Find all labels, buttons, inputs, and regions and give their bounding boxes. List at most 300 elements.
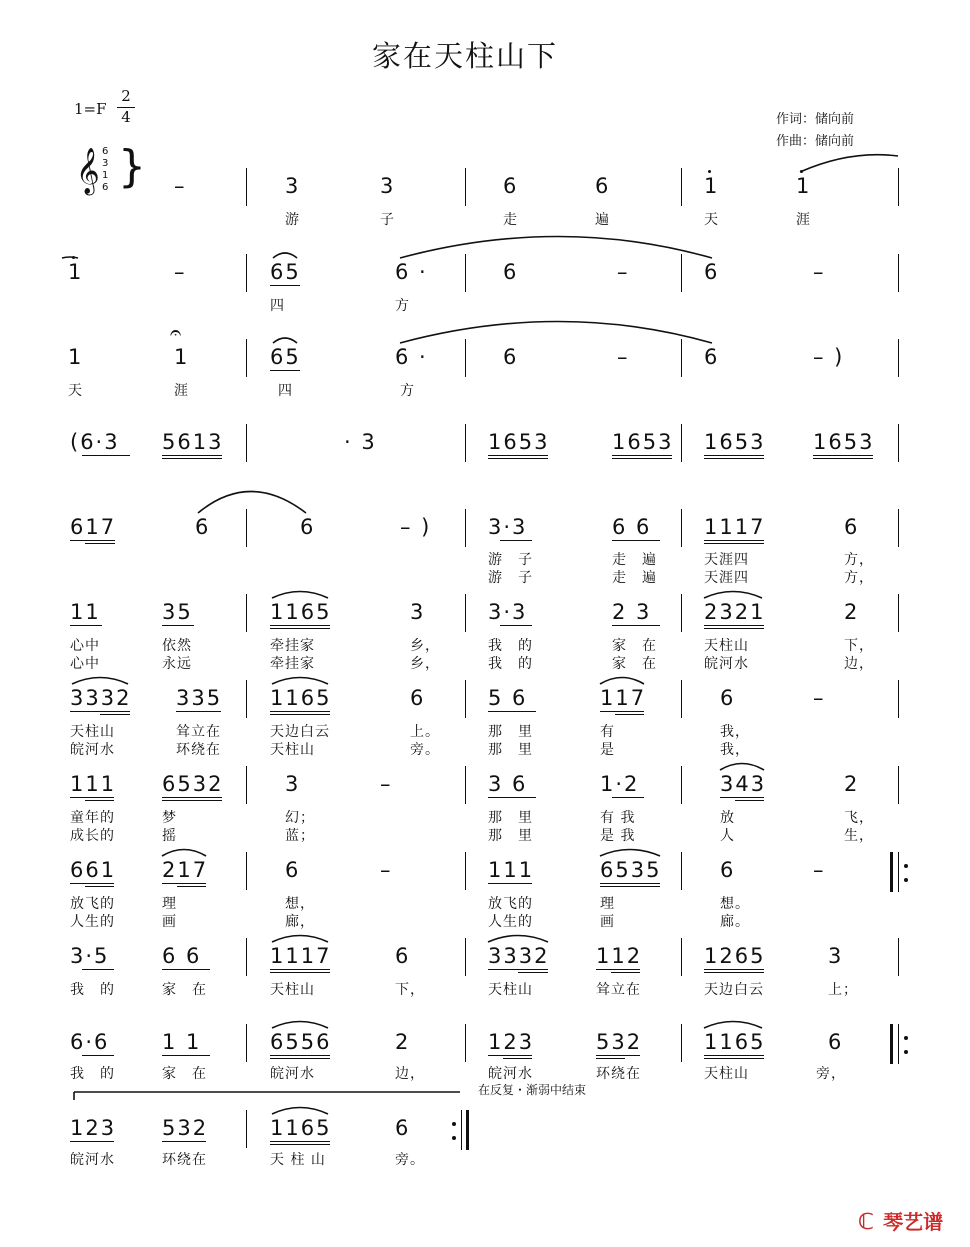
note: 6 · [395,345,428,369]
lyric: 四 [270,298,285,314]
underline [270,1144,330,1145]
lyric: 游 [488,570,503,586]
lyric: 上； [828,982,858,998]
underline [704,455,764,456]
lyric: 天柱山 [704,1066,749,1082]
lyric: 子 [518,570,533,586]
lyric: 天边白云 [270,724,330,740]
underline [162,1055,210,1056]
bar-line [898,254,899,292]
lyric: 天柱山 [270,742,315,758]
bar-line [246,168,247,206]
repeat-dot [452,1122,456,1126]
bar-line [465,168,466,206]
lyric: 我 [70,982,85,998]
note: 6 · [395,260,428,284]
lyric: 我， [720,742,750,758]
underline [270,1058,330,1059]
bar-line [246,254,247,292]
underline [270,625,330,626]
bar-line [465,339,466,377]
lyric: 人生的 [488,914,533,930]
bar-line [465,1024,466,1062]
underline [82,455,130,456]
note: 3 [828,944,844,968]
ending-instruction: 在反复・渐弱中结束 [478,1083,587,1097]
high-dot [708,170,711,173]
note: 1165 [270,600,332,624]
lyric: 皖河水 [704,656,749,672]
underline [488,883,532,884]
underline [704,458,764,459]
lyric: 人 [720,828,735,844]
underline [704,1055,764,1056]
note: 1 [68,260,84,284]
lyric: 天柱山 [488,982,533,998]
chord-note: 6 [102,182,109,193]
lyric: 飞， [844,810,874,826]
note: – [174,174,187,198]
lyric: 生， [844,828,874,844]
slur-arc [600,850,660,857]
note: 6556 [270,1030,332,1054]
chord-note: 3 [102,158,109,169]
lyric: 走 [612,552,627,568]
lyric: 方 [400,383,415,399]
note: 1117 [704,515,766,539]
lyric: 心中 [70,656,100,672]
lyric: 画 [162,914,177,930]
underline [518,972,548,973]
repeat-bar-thin [898,1024,899,1064]
underline [704,540,764,541]
underline [596,969,640,970]
lyric: 放 [720,810,735,826]
bar-line [681,254,682,292]
lyric: 的 [518,638,533,654]
tie-arc [800,155,898,172]
note: 2321 [704,600,766,624]
lyric: 是 [600,742,615,758]
bar-line [681,938,682,976]
note: 1653 [612,430,674,454]
note: 617 [70,515,117,539]
lyric: 我 [70,1066,85,1082]
note: 217 [162,858,209,882]
lyric: 方 [395,298,410,314]
slur-arc [704,1022,762,1029]
lyric: 天边白云 [704,982,764,998]
slur-arc [272,936,328,943]
underline [612,797,644,798]
note: 117 [600,686,647,710]
underline [500,540,532,541]
lyric: 家 [162,1066,177,1082]
lyric: 童年的 [70,810,115,826]
repeat-dot [904,1036,908,1040]
underline [85,800,114,801]
underline [82,1055,114,1056]
lyric: 走 [503,212,518,228]
bar-line [465,509,466,547]
underline [82,969,114,970]
underline [500,625,532,626]
underline [488,1055,532,1056]
underline [596,1055,640,1056]
underline [70,797,114,798]
lyric: 牵挂家 [270,638,315,654]
music-note-icon: ℂ [858,1210,875,1235]
note: 123 [70,1116,117,1140]
note: 6 [595,174,611,198]
underline [612,540,660,541]
brace-icon: } [118,141,146,192]
lyric: 依然 [162,638,192,654]
lyric: 旁。 [410,742,440,758]
underline [813,455,873,456]
note: 1 [174,345,190,369]
bar-line [246,680,247,718]
bar-line [898,594,899,632]
bar-line [681,852,682,890]
note: · 3 [344,430,377,454]
lyric: 环绕在 [162,1152,207,1168]
note: 2 3 [612,600,652,624]
note: 1165 [270,686,332,710]
underline [70,540,115,541]
underline [704,1058,764,1059]
note: 35 [162,600,193,624]
repeat-bar-thick [890,1024,893,1064]
underline [720,797,764,798]
note: 1653 [704,430,766,454]
note: 3 [410,600,426,624]
note: – [617,260,630,284]
underline [70,711,130,712]
lyric: 旁。 [395,1152,425,1168]
lyric: 耸立在 [176,724,221,740]
underline [70,883,114,884]
lyric: 有 我 [600,810,636,826]
note: 6·6 [70,1030,110,1054]
lyric: 环绕在 [176,742,221,758]
note: 11 [70,600,101,624]
bar-line [246,594,247,632]
key-signature: 1=F [74,100,107,118]
lyric: 成长的 [70,828,115,844]
bar-line [465,766,466,804]
underline [704,628,764,629]
bar-line [246,509,247,547]
slur-arc [273,338,297,343]
note: 1·2 [600,772,640,796]
note: 65 [270,260,301,284]
lyric: 那 [488,828,503,844]
bar-line [246,1024,247,1062]
lyric: 方， [844,552,874,568]
note: 6 [720,686,736,710]
bar-line [246,938,247,976]
note: 1265 [704,944,766,968]
lyric: 乡， [410,638,440,654]
note: 2 [844,600,860,624]
lyric: 天柱山 [704,638,749,654]
lyric: 廊。 [720,914,750,930]
lyric: 方， [844,570,874,586]
note: 3332 [70,686,132,710]
slur-arc [272,1108,328,1115]
slur-arc [400,322,712,344]
underline [612,458,672,459]
underline [85,543,115,544]
underline [162,969,210,970]
lyric: 的 [518,656,533,672]
note: 123 [488,1030,535,1054]
lyric: 蓝； [285,828,315,844]
underline [612,455,672,456]
note: 3 [380,174,396,198]
note: 1653 [488,430,550,454]
lyric: 天涯四 [704,552,749,568]
underline [270,628,330,629]
note: – [813,686,826,710]
underline [270,1141,330,1142]
note: 6 [503,174,519,198]
song-title: 家在天柱山下 [371,39,558,73]
underline [611,972,640,973]
lyric: 遍 [642,552,657,568]
bar-line [681,680,682,718]
lyric: 那 [488,724,503,740]
note: 532 [162,1116,209,1140]
lyric: 幻； [285,810,315,826]
watermark-text: 琴艺谱 [883,1210,944,1234]
note: 3 [285,772,301,796]
chord-note: 6 [102,146,109,157]
lyric: 游 [488,552,503,568]
bar-line [898,766,899,804]
bar-line [465,680,466,718]
bar-line [465,852,466,890]
bar-line [681,594,682,632]
bar-line [898,680,899,718]
lyric: 子 [518,552,533,568]
lyric: 摇 [162,828,177,844]
bar-line [898,424,899,462]
lyric: 在 [642,638,657,654]
note: 6 [704,345,720,369]
slur-arc [273,253,297,258]
slur-arc [72,678,128,685]
underline [615,714,644,715]
underline [270,969,330,970]
lyric: 天 [68,383,83,399]
underline [177,886,206,887]
underline [704,969,764,970]
bar-line [898,938,899,976]
note: – ) [400,515,432,539]
note: 6 [828,1030,844,1054]
note: 5 6 [488,686,528,710]
note: 111 [70,772,117,796]
lyric: 放飞的 [488,896,533,912]
lyric: 遍 [595,212,610,228]
note: 6535 [600,858,662,882]
lyric: 皖河水 [70,1152,115,1168]
lyric: 涯 [174,383,189,399]
note: 6 [704,260,720,284]
lyric: 涯 [796,212,811,228]
lyric: 里 [518,742,533,758]
note: 2 [395,1030,411,1054]
lyric: 里 [518,724,533,740]
lyric: 天涯四 [704,570,749,586]
note: 6 [503,345,519,369]
lyric: 皖河水 [488,1066,533,1082]
lyric: 在 [192,982,207,998]
note: (6·3 [70,430,120,454]
underline [162,797,222,798]
lyric: 上。 [410,724,440,740]
lyric: 那 [488,742,503,758]
underline [488,711,536,712]
repeat-dot [904,864,908,868]
end-bar-thin [461,1110,462,1150]
bar-line [898,339,899,377]
note: 3·5 [70,944,110,968]
underline [162,800,222,801]
lyric: 旁， [816,1066,846,1082]
lyric: 环绕在 [596,1066,641,1082]
note: 1165 [270,1116,332,1140]
lyric: 子 [380,212,395,228]
bar-line [246,1110,247,1148]
bar-line [465,938,466,976]
lyric: 皖河水 [70,742,115,758]
lyric: 梦 [162,810,177,826]
note: 343 [720,772,767,796]
note: 6 [844,515,860,539]
underline [70,1141,114,1142]
lyric: 想。 [720,896,750,912]
lyric: 心中 [70,638,100,654]
note: 335 [176,686,223,710]
bar-line [246,339,247,377]
underline [503,1058,532,1059]
underline [270,714,330,715]
lyric: 那 [488,810,503,826]
note: 3 [285,174,301,198]
underline [270,972,330,973]
lyric: 放飞的 [70,896,115,912]
slur-arc [272,678,328,685]
note: 1165 [704,1030,766,1054]
bar-line [681,509,682,547]
note: – [813,858,826,882]
repeat-dot [904,1050,908,1054]
bar-line [681,1024,682,1062]
underline [488,969,548,970]
high-dot [72,256,75,259]
slur-arc [162,850,206,857]
note: 6 6 [162,944,202,968]
note: 1117 [270,944,332,968]
note: 6 [395,944,411,968]
lyric: 里 [518,810,533,826]
lyric: 乡， [410,656,440,672]
lyric: 游 [285,212,300,228]
bar-line [246,852,247,890]
note: 6532 [162,772,224,796]
underline [488,458,548,459]
note: 1 [704,174,720,198]
lyric: 我 [488,656,503,672]
bar-line [898,168,899,206]
note: 6 [503,260,519,284]
lyric: 我 [488,638,503,654]
underline [488,797,536,798]
note: 661 [70,858,117,882]
bar-line [465,254,466,292]
underline [704,625,764,626]
note: – [813,260,826,284]
note: – [174,260,187,284]
lyric: 天柱山 [70,724,115,740]
note: 65 [270,345,301,369]
fermata-icon: 𝄐 [170,320,182,344]
lyric: 耸立在 [596,982,641,998]
bar-line [246,424,247,462]
underline [270,1055,330,1056]
lyric: 永远 [162,656,192,672]
lyric: 在 [192,1066,207,1082]
bar-line [465,424,466,462]
slur-arc [600,678,644,685]
composer-credit: 作曲：储向前 [776,134,855,149]
lyric: 家 [612,656,627,672]
note: 3·3 [488,515,528,539]
note: 112 [596,944,643,968]
note: 6 [300,515,316,539]
time-signature-top: 2 [121,87,131,105]
lyric: 下， [844,638,874,654]
underline [596,1058,625,1059]
underline [162,458,222,459]
bar-line [246,766,247,804]
note: 6 [395,1116,411,1140]
lyric: 天 柱 山 [270,1152,326,1168]
lyric: 下， [395,982,425,998]
underline [270,285,300,286]
note: – [617,345,630,369]
time-signature-bottom: 4 [121,108,131,126]
underline [612,625,660,626]
underline [704,543,764,544]
lyric: 我， [720,724,750,740]
repeat-bar-thin [898,852,899,892]
lyric: 是 我 [600,828,636,844]
underline [704,972,764,973]
note: – [380,772,393,796]
slur-arc [720,764,764,771]
underline [488,455,548,456]
underline [162,1141,206,1142]
lyric: 的 [100,982,115,998]
arpeggio-icon: 𝄞 [76,148,100,194]
note: 3332 [488,944,550,968]
lyric: 牵挂家 [270,656,315,672]
note: 3 6 [488,772,528,796]
